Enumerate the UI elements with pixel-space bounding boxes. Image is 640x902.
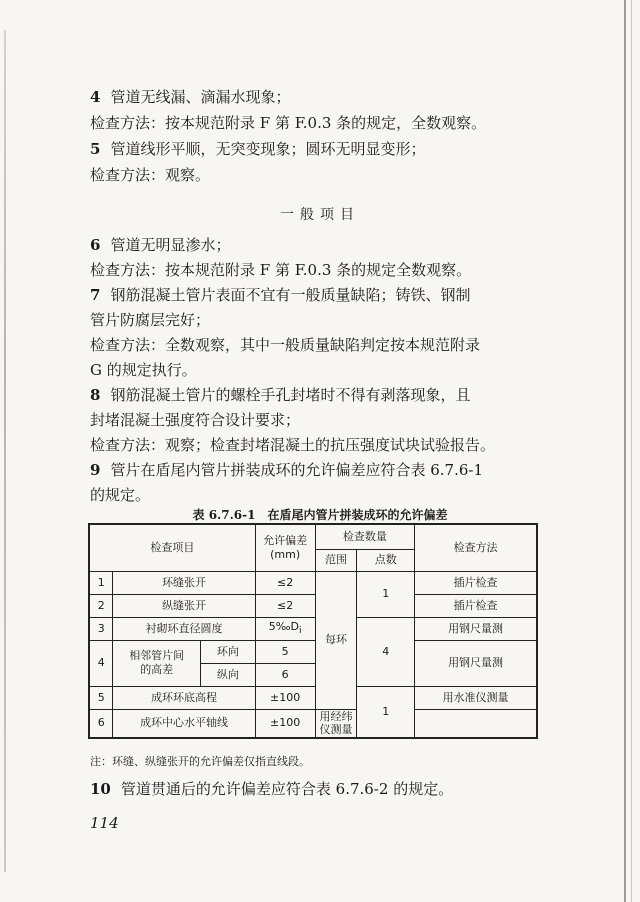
table-row	[89, 617, 537, 640]
paragraph-text: 封堵混凝土强度符合设计要求；	[90, 411, 301, 429]
deviation-table	[88, 523, 538, 739]
section-heading: 一般项目	[280, 207, 360, 223]
row-allowance: 6	[255, 663, 315, 686]
paragraph-text: 检查方法：全数观察，其中一般质量缺陷判定按本规范附录	[90, 336, 481, 354]
points-cell: 1	[357, 686, 415, 738]
row-method: 插片检查	[415, 594, 537, 617]
row-method: 用钢尺量测	[415, 640, 537, 686]
table-row	[89, 594, 537, 617]
row-method: 用水准仪测量	[415, 686, 537, 709]
row-allowance: ≤2	[255, 571, 315, 594]
paragraph-7: 7 钢筋混凝土管片表面不宜有一般质量缺陷；铸铁、钢制	[90, 286, 471, 304]
paragraph-text: 检查方法：按本规范附录 F 第 F.0.3 条的规定全数观察。	[90, 261, 472, 279]
header-allowance: 允许偏差 (mm)	[255, 524, 315, 571]
page-edge-shadow	[4, 30, 6, 872]
row-method: 插片检查	[415, 571, 537, 594]
header-item: 检查项目	[89, 524, 255, 571]
paragraph-9: 9 管片在盾尾内管片拼装成环的允许偏差应符合表 6.7.6-1	[90, 461, 483, 479]
row-method: 用钢尺量测	[415, 617, 537, 640]
header-range: 范围	[315, 549, 357, 571]
row-number: 2	[89, 594, 113, 617]
page-edge-line	[631, 0, 632, 902]
table-row	[89, 640, 537, 663]
table-header-row	[89, 524, 537, 549]
header-method: 检查方法	[415, 524, 537, 571]
table-row	[89, 571, 537, 594]
row-method: 用经纬仪测量	[315, 709, 357, 738]
row-item: 成环中心水平轴线	[113, 709, 255, 738]
row-item: 成环环底高程	[113, 686, 255, 709]
paragraph-text: 检查方法：按本规范附录 F 第 F.0.3 条的规定，全数观察。	[90, 114, 487, 132]
table-row	[89, 709, 537, 738]
row-subitem: 纵向	[200, 663, 255, 686]
row-allowance: ±100	[255, 709, 315, 738]
row-allowance: 5	[255, 640, 315, 663]
table-note: 注：环缝、纵缝张开的允许偏差仅指直线段。	[90, 755, 310, 768]
row-number: 3	[89, 617, 113, 640]
row-number: 1	[89, 571, 113, 594]
header-quantity: 检查数量	[315, 524, 415, 549]
row-subitem: 环向	[200, 640, 255, 663]
points-cell: 4	[357, 617, 415, 686]
paragraph-5: 5 管道线形平顺，无突变现象；圆环无明显变形；	[90, 140, 426, 158]
table-row	[89, 686, 537, 709]
page-edge-line	[624, 0, 626, 902]
paragraph-8: 8 钢筋混凝土管片的螺栓手孔封堵时不得有剥落现象，且	[90, 386, 471, 404]
points-cell: 1	[357, 571, 415, 617]
paragraph-text: 管片防腐层完好；	[90, 311, 211, 329]
paragraph-text: G 的规定执行。	[90, 361, 197, 379]
row-number: 4	[89, 640, 113, 686]
paragraph-text: 检查方法：观察；检查封堵混凝土的抗压强度试块试验报告。	[90, 436, 496, 454]
paragraph-10: 10 管道贯通后的允许偏差应符合表 6.7.6-2 的规定。	[90, 780, 454, 798]
range-cell: 每环	[315, 571, 357, 709]
row-item: 纵缝张开	[113, 594, 255, 617]
row-item: 相邻管片间 的高差	[113, 640, 201, 686]
paragraph-4: 4 管道无线漏、滴漏水现象；	[90, 88, 291, 106]
row-item: 环缝张开	[113, 571, 255, 594]
row-allowance: ≤2	[255, 594, 315, 617]
row-item: 衬砌环直径圆度	[113, 617, 255, 640]
header-points: 点数	[357, 549, 415, 571]
row-allowance: $5‰D_i$	[255, 617, 315, 640]
paragraph-6: 6 管道无明显渗水；	[90, 236, 231, 254]
paragraph-text: 检查方法：观察。	[90, 166, 211, 184]
paragraph-text: 的规定。	[90, 486, 151, 504]
row-allowance: ±100	[255, 686, 315, 709]
table-caption: 表 6.7.6-1 在盾尾内管片拼装成环的允许偏差	[192, 508, 448, 522]
row-number: 5	[89, 686, 113, 709]
row-number: 6	[89, 709, 113, 738]
page-number: 114	[90, 814, 119, 832]
